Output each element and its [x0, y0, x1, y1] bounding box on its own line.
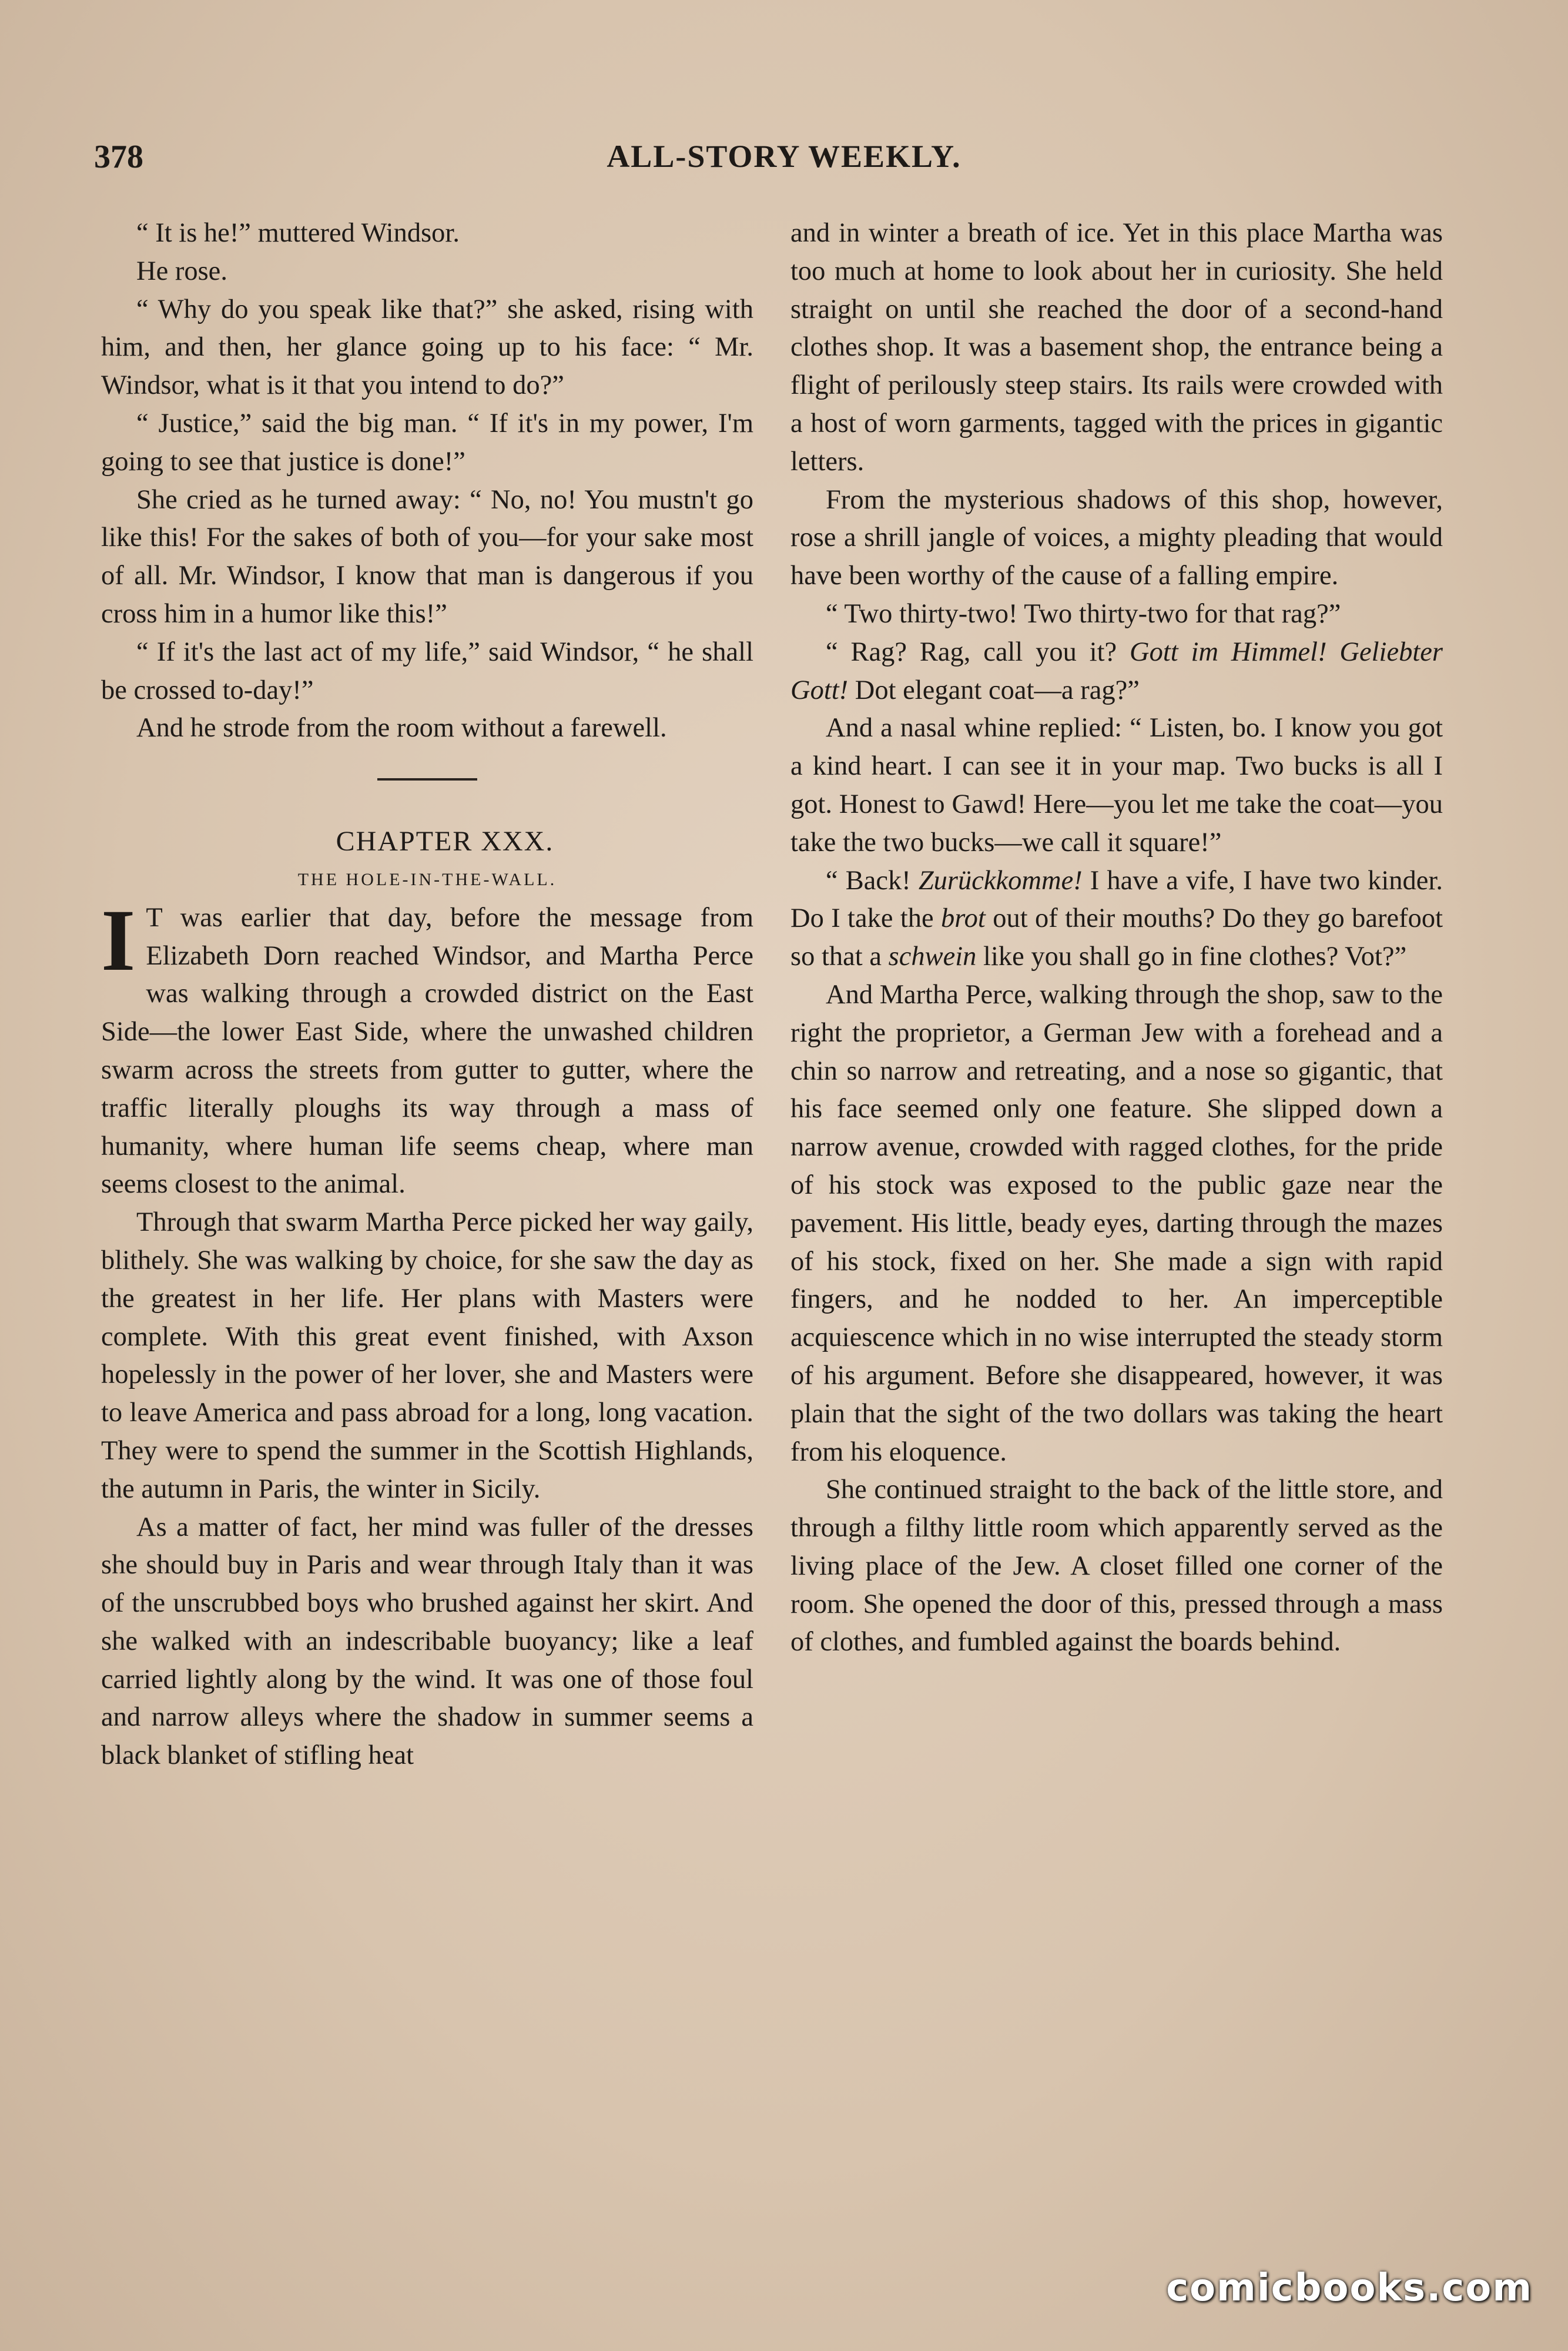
paragraph: and in winter a breath of ice. Yet in this place Martha was too much at home to look about her in curiosity. She held straight on until she reached the door of a second-hand clothes shop. It was a basement shop, the entrance being a flight of perilously steep stairs. Its rails were crowded with a host of worn garments, tagged with the prices in gigantic letters. — [790, 218, 1443, 477]
chapter-title: CHAPTER XXX. — [336, 826, 554, 858]
paragraph: “ It is he!” muttered Windsor. — [136, 218, 460, 248]
text-run: I have a vife, I have two kinder. Do I take the — [790, 865, 1443, 934]
italic-run: brot — [941, 903, 986, 934]
watermark-logo: comicbooks.com — [1166, 2266, 1533, 2310]
text-run: out of their mouths? Do they go barefoot so that a — [790, 903, 1443, 972]
paragraph: “ If it's the last act of my life,” said Windsor, “ he shall be crossed to-day!” — [101, 637, 753, 705]
paragraph: And a nasal whine replied: “ Listen, bo. I know you got a kind heart. I can see it in your map. Two bucks is all I got. Honest to Gawd! Here—you let me take the coat—you take the two bucks—we call it square!” — [790, 713, 1443, 858]
italic-run: Gott im Himmel! Geliebter Gott! — [790, 637, 1443, 705]
left-column — [101, 215, 753, 1775]
right-column — [790, 215, 1443, 1662]
page-header — [94, 138, 1474, 185]
drop-cap: I — [101, 891, 136, 989]
paragraph: And he strode from the room without a farewell. — [136, 713, 667, 744]
paragraph: She continued straight to the back of the little store, and through a filthy little room which apparently served as the living place of the Jew. A closet filled one corner of the room. She opened the door of this, pressed through a mass of clothes, and fumbled against the boards behind. — [790, 1475, 1443, 1657]
text-run: “ Rag? Rag, call you it? — [826, 637, 1130, 667]
page-number: 378 — [94, 139, 143, 175]
paragraph: “ Why do you speak like that?” she asked, rising with him, and then, her glance going up to his face: “ Mr. Windsor, what is it that you intend to do?” — [101, 294, 753, 401]
running-head: ALL-STORY WEEKLY. — [607, 139, 961, 174]
paragraph — [790, 634, 1443, 710]
italic-run: Zurückkomme! — [918, 865, 1083, 896]
paragraph — [790, 862, 1443, 976]
text-run: Dot elegant coat—a rag?” — [848, 675, 1140, 705]
paragraph: From the mysterious shadows of this shop, however, rose a shrill jangle of voices, a mighty pleading that would have been worthy of the cause of a falling empire. — [790, 484, 1443, 591]
paragraph: “ Two thirty-two! Two thirty-two for that rag?” — [826, 598, 1341, 629]
opening-paragraph-text: T was earlier that day, before the message from Elizabeth Dorn reached Windsor, and Martha Perce was walking through a crowded district on the East Side—the lower East Side, where the unwashed children swarm across the streets from gutter to gutter, where the traffic literally ploughs its way through a mass of humanity, where human life seems cheap, where man seems closest to the animal. — [101, 902, 753, 1200]
paragraph: She cried as he turned away: “ No, no! You mustn't go like this! For the sakes of both of you—for your sake most of all. Mr. Windsor, I know that man is dangerous if you cross him in a humor like this!” — [101, 484, 753, 629]
paragraph: And Martha Perce, walking through the shop, saw to the right the proprietor, a German Jew with a forehead and a chin so narrow and retreating, and a nose so gigantic, that his face seemed only one feature. She slipped down a narrow avenue, crowded with ragged clothes, for the pride of his stock was exposed to the public gaze near the pavement. His little, beady eyes, darting through the mazes of his stock, fixed on her. She made a sign with rapid fingers, and he nodded to her. An imperceptible acquiescence which in no wise interrupted the steady storm of his argument. Before she disappeared, however, it was plain that the sight of the two dollars was taking the heart from his eloquence. — [790, 979, 1443, 1467]
chapter-subtitle: THE HOLE-IN-THE-WALL. — [297, 869, 557, 889]
paragraph: “ Justice,” said the big man. “ If it's in my power, I'm going to see that justice is done!” — [101, 408, 753, 477]
paragraph: As a matter of fact, her mind was fuller of the dresses she should buy in Paris and wear through Italy than it was of the unscrubbed boys who brushed against her skirt. And she walked with an indescribable buoyancy; like a leaf carried lightly along by the wind. It was one of those foul and narrow alleys where the shadow in summer seems a black blanket of stifling heat — [101, 1512, 753, 1771]
text-run: like you shall go in fine clothes? Vot?” — [976, 942, 1407, 972]
paragraph: Through that swarm Martha Perce picked her way gaily, blithely. She was walking by choice, for she saw the day as the greatest in her life. Her plans with Masters were complete. With this great event finished, with Axson hopelessly in the power of her lover, she and Masters were to leave America and pass abroad for a long, long vacation. They were to spend the summer in the Scottish Highlands, the autumn in Paris, the winter in Sicily. — [101, 1207, 753, 1504]
paragraph: He rose. — [136, 256, 227, 286]
text-run: “ Back! — [826, 865, 919, 896]
italic-run: schwein — [888, 942, 977, 972]
opening-paragraph — [101, 891, 753, 1204]
section-divider — [377, 778, 477, 781]
